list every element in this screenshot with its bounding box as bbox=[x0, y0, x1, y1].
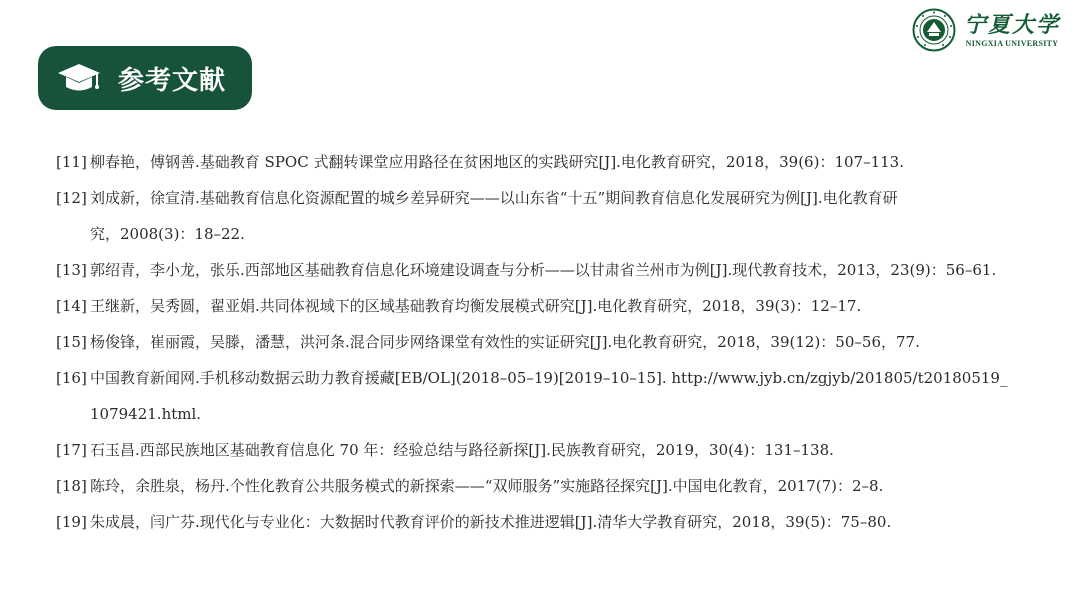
reference-text: 陈玲，余胜泉，杨丹.个性化教育公共服务模式的新探索——“双师服务”实施路径探究[J].中国电化教育，2017(7)：2–8. bbox=[90, 477, 884, 495]
reference-item bbox=[56, 252, 1056, 288]
reference-item-continuation bbox=[56, 396, 1056, 432]
section-title-banner bbox=[38, 46, 252, 110]
reference-item bbox=[56, 288, 1056, 324]
reference-item bbox=[56, 504, 1056, 540]
university-name-en: NINGXIA UNIVERSITY bbox=[965, 39, 1059, 48]
reference-number: [14] bbox=[56, 297, 87, 315]
reference-text: 石玉昌.西部民族地区基础教育信息化 70 年：经验总结与路径新探[J].民族教育研究，2019，30(4)：131–138. bbox=[90, 441, 834, 459]
reference-number: [19] bbox=[56, 513, 87, 531]
reference-text: 朱成晨，闫广芬.现代化与专业化：大数据时代教育评价的新技术推进逻辑[J].清华大学教育研究，2018，39(5)：75–80. bbox=[90, 513, 892, 531]
reference-number: [13] bbox=[56, 261, 87, 279]
reference-item bbox=[56, 432, 1056, 468]
reference-text: 究，2008(3)：18–22. bbox=[90, 225, 245, 243]
reference-text: 郭绍青，李小龙，张乐.西部地区基础教育信息化环境建设调查与分析——以甘肃省兰州市为例[J].现代教育技术，2013，23(9)：56–61. bbox=[90, 261, 997, 279]
reference-number: [18] bbox=[56, 477, 87, 495]
reference-text: 刘成新，徐宣清.基础教育信息化资源配置的城乡差异研究——以山东省“十五”期间教育信息化发展研究为例[J].电化教育研 bbox=[90, 189, 898, 207]
reference-item bbox=[56, 324, 1056, 360]
reference-number: [15] bbox=[56, 333, 87, 351]
reference-list bbox=[56, 144, 1056, 540]
reference-number: [12] bbox=[56, 189, 87, 207]
reference-item bbox=[56, 360, 1056, 396]
reference-item bbox=[56, 144, 1056, 180]
reference-text: 杨俊锋，崔丽霞，吴滕，潘慧，洪河条.混合同步网络课堂有效性的实证研究[J].电化教育研究，2018，39(12)：50–56，77. bbox=[90, 333, 920, 351]
reference-number: [16] bbox=[56, 369, 87, 387]
reference-number: [11] bbox=[56, 153, 87, 171]
reference-number: [17] bbox=[56, 441, 87, 459]
reference-text: 中国教育新闻网.手机移动数据云助力教育援藏[EB/OL](2018–05–19)[2019–10–15]. http://www.jyb.cn/zgjyb/201805/t20180519_ bbox=[90, 369, 1008, 387]
page-title: 参考文献 bbox=[118, 65, 227, 96]
reference-item-continuation bbox=[56, 216, 1056, 252]
university-name-cn: 宁夏大学 bbox=[964, 12, 1061, 38]
university-seal-icon bbox=[912, 8, 956, 52]
reference-text: 1079421.html. bbox=[90, 405, 202, 423]
reference-item bbox=[56, 468, 1056, 504]
university-logo bbox=[912, 6, 1072, 54]
reference-text: 王继新，吴秀圆，翟亚娟.共同体视域下的区域基础教育均衡发展模式研究[J].电化教育研究，2018，39(3)：12–17. bbox=[90, 297, 862, 315]
graduation-cap-icon bbox=[56, 61, 102, 95]
reference-item bbox=[56, 180, 1056, 216]
reference-text: 柳春艳，傅钢善.基础教育 SPOC 式翻转课堂应用路径在贫困地区的实践研究[J].电化教育研究，2018，39(6)：107–113. bbox=[90, 153, 904, 171]
